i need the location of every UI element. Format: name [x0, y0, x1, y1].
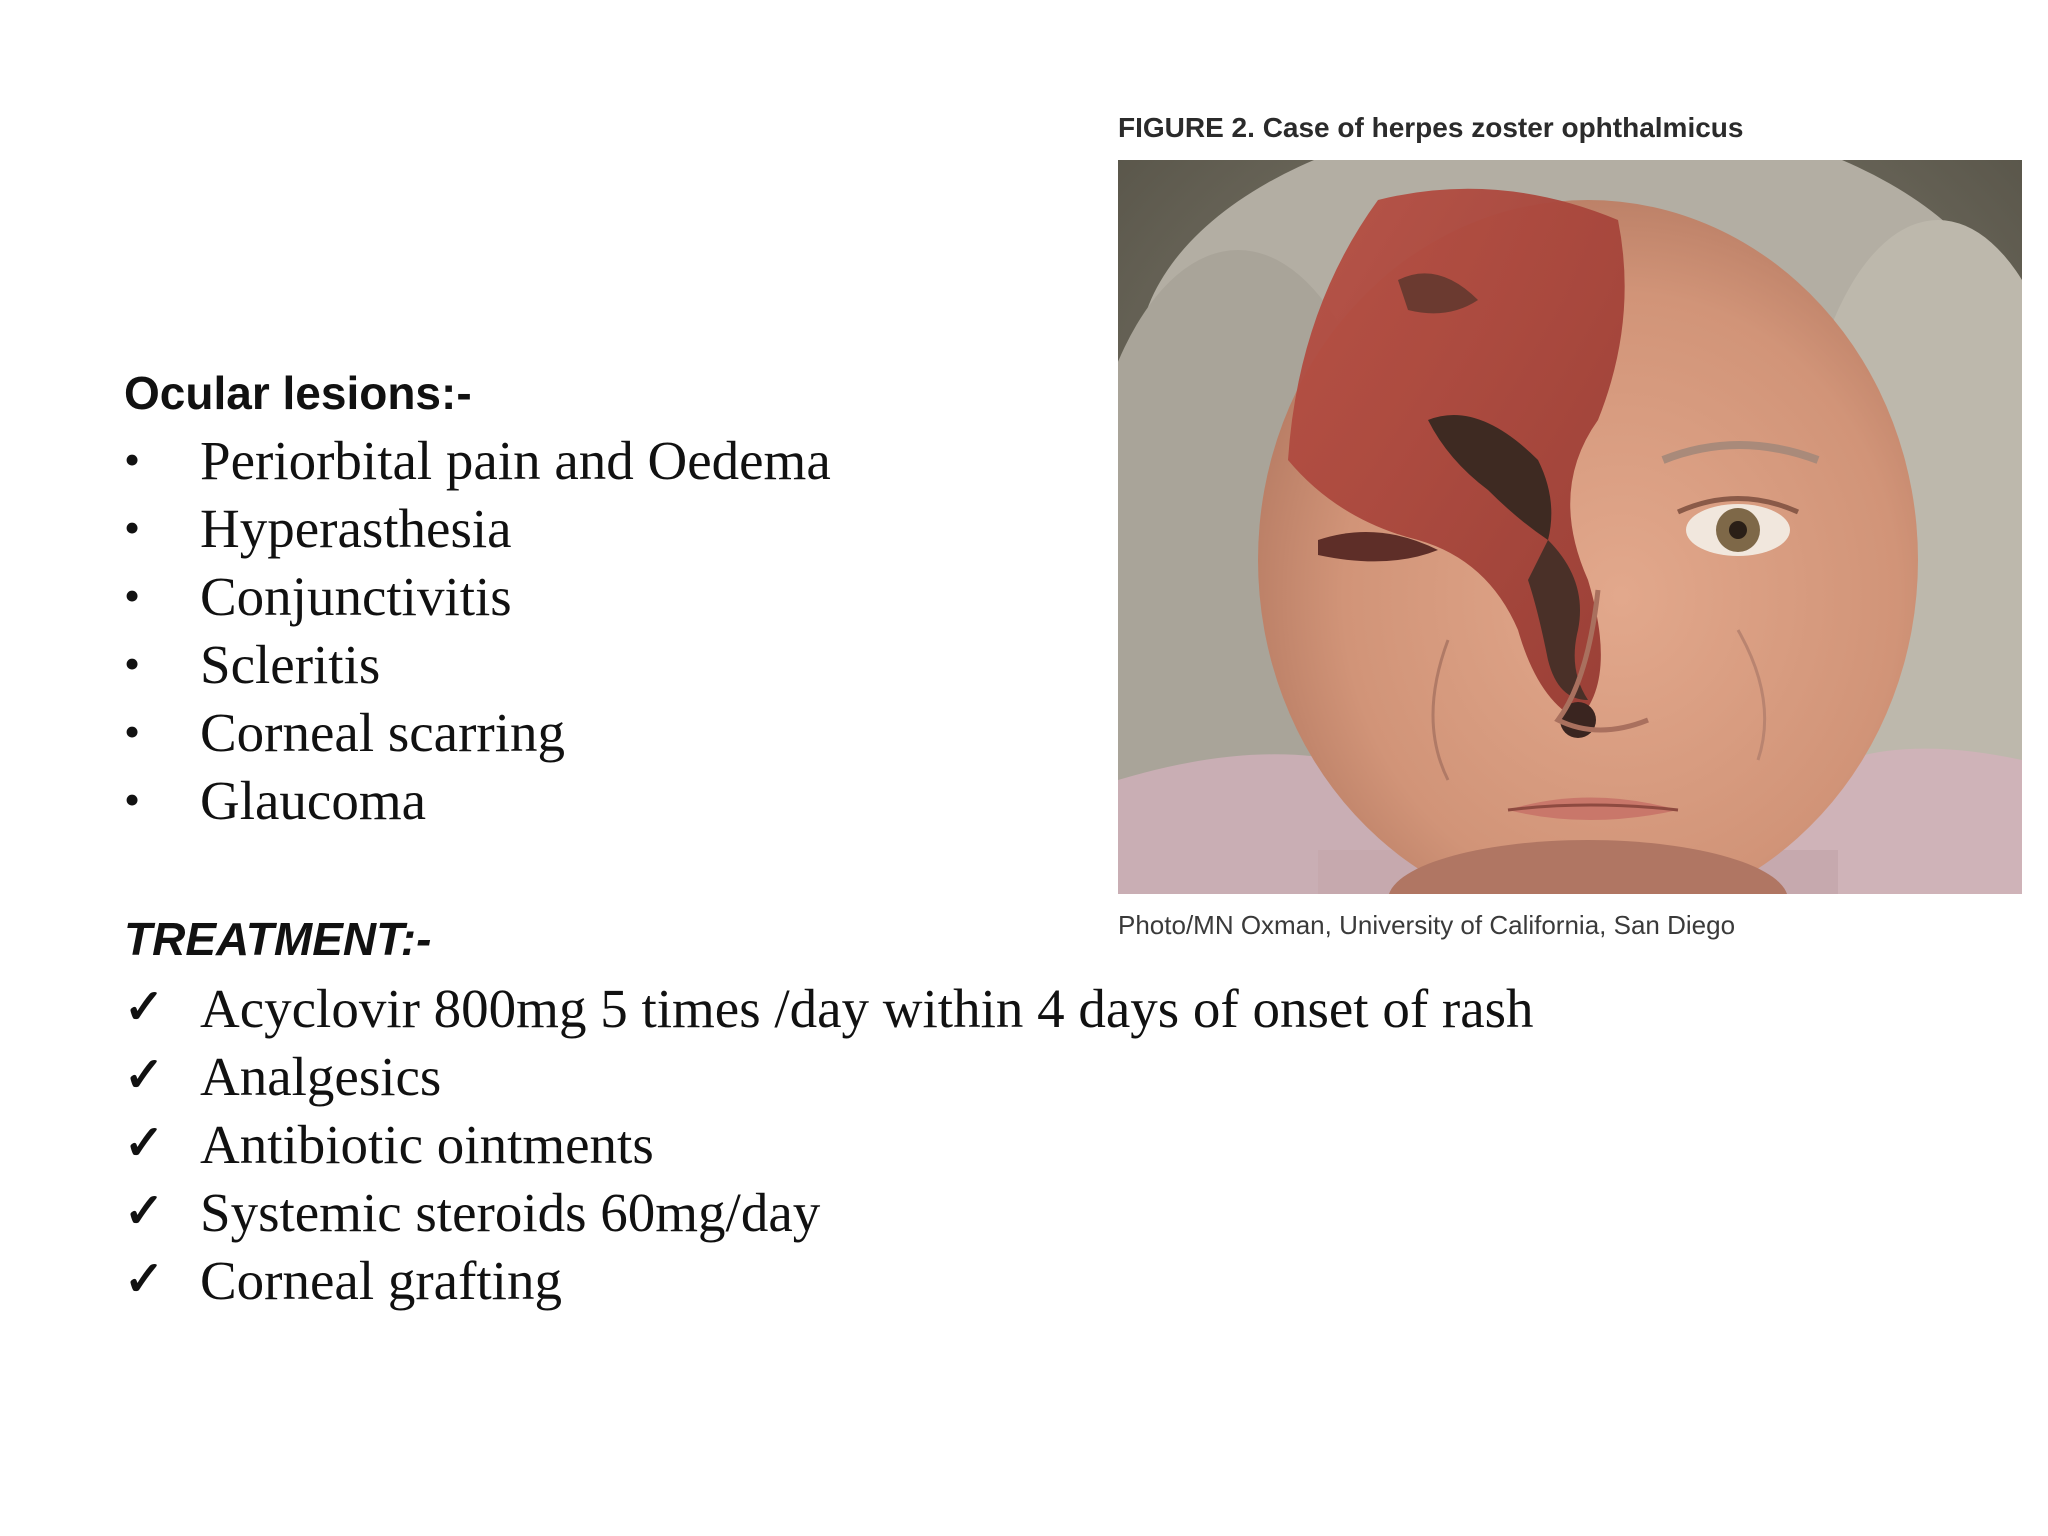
list-item-text: Conjunctivitis — [200, 565, 512, 627]
ocular-lesions-list — [124, 426, 831, 834]
photo-credit: Photo/MN Oxman, University of California, San Diego — [1118, 910, 1736, 940]
list-item-text: Scleritis — [200, 633, 381, 695]
list-item — [124, 974, 1534, 1042]
list-item-text: Corneal scarring — [200, 701, 565, 763]
list-item-text: Glaucoma — [200, 769, 427, 831]
bullet-icon: • — [124, 570, 141, 621]
checkmark-icon: ✓ — [124, 1185, 165, 1238]
bullet-icon: • — [124, 706, 141, 757]
bullet-icon: • — [124, 502, 141, 553]
treatment-heading: TREATMENT:- — [124, 913, 432, 965]
list-item — [124, 1246, 1534, 1314]
bullet-icon: • — [124, 638, 141, 689]
list-item — [124, 426, 831, 494]
list-item — [124, 1178, 1534, 1246]
checkmark-icon: ✓ — [124, 1049, 165, 1102]
treatment-list — [124, 974, 1534, 1314]
list-item — [124, 766, 831, 834]
list-item-text: Systemic steroids 60mg/day — [200, 1181, 821, 1243]
list-item — [124, 1110, 1534, 1178]
list-item — [124, 698, 831, 766]
bullet-icon: • — [124, 434, 141, 485]
list-item-text: Corneal grafting — [200, 1249, 562, 1311]
checkmark-icon: ✓ — [124, 1253, 165, 1306]
list-item-text: Analgesics — [200, 1045, 442, 1107]
list-item — [124, 562, 831, 630]
list-item-text: Acyclovir 800mg 5 times /day within 4 days of onset of rash — [200, 977, 1534, 1039]
list-item-text: Hyperasthesia — [200, 497, 512, 559]
list-item — [124, 494, 831, 562]
checkmark-icon: ✓ — [124, 1117, 165, 1170]
list-item — [124, 1042, 1534, 1110]
list-item-text: Antibiotic ointments — [200, 1113, 654, 1175]
bullet-icon: • — [124, 774, 141, 825]
list-item-text: Periorbital pain and Oedema — [200, 429, 831, 491]
figure-caption: FIGURE 2. Case of herpes zoster ophthalmicus — [1118, 112, 1744, 143]
checkmark-icon: ✓ — [124, 981, 165, 1034]
ocular-lesions-heading: Ocular lesions:- — [124, 367, 472, 419]
patient-face-photo — [1118, 160, 2022, 894]
list-item — [124, 630, 831, 698]
